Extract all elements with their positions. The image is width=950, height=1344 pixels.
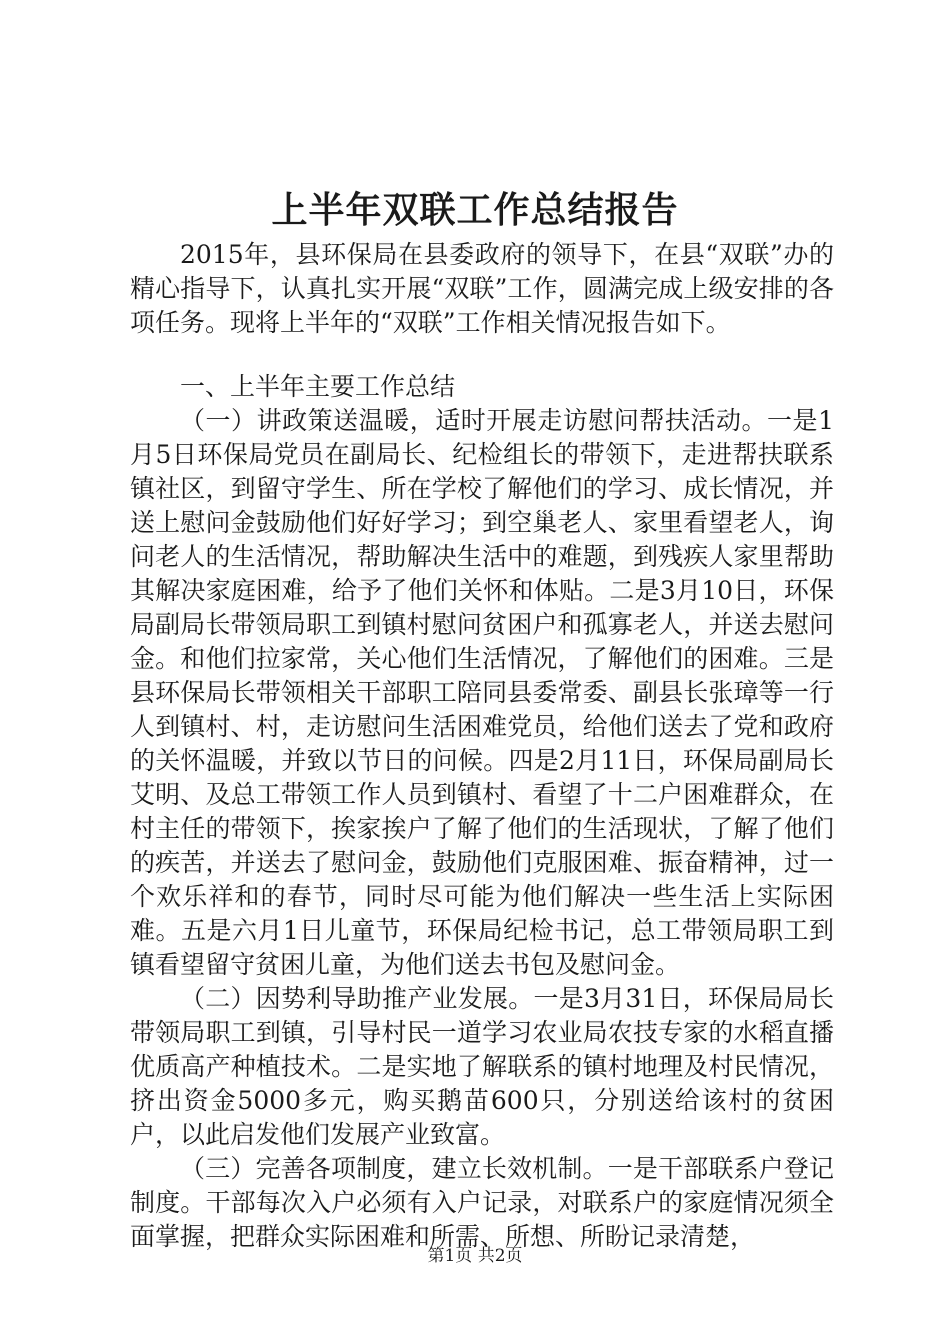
document-title: 上半年双联工作总结报告 [271, 189, 679, 231]
subsection-paragraph-1: （一）讲政策送温暖，适时开展走访慰问帮扶活动。一是1月5日环保局党员在副局长、纪检组长的带领下，走进帮扶联系镇社区，到留守学生、所在学校了解他们的学习、成长情况，并送上慰问金鼓励他们好好学习；到空巢老人、家里看望老人，询问老人的生活情况，帮助解决生活中的难题，到残疾人家里帮助其解决家庭困难，给予了他们关怀和体贴。二是3月10日，环保局副局长带领局职工到镇村慰问贫困户和孤寡老人，并送去慰问金。和他们拉家常，关心他们生活情况，了解他们的困难。三是县环保局长带领相关干部职工陪同县委常委、副县长张璋等一行人到镇村、村，走访慰问生活困难党员，给他们送去了党和政府的关怀温暖，并致以节日的问候。四是2月11日，环保局副局长艾明、及总工带领工作人员到镇村、看望了十二户困难群众，在村主任的带领下，挨家挨户了解了他们的生活现状，了解了他们的疾苦，并送去了慰问金，鼓励他们克服困难、振奋精神，过一个欢乐祥和的春节，同时尽可能为他们解决一些生活上实际困难。五是六月1日儿童节，环保局纪检书记，总工带领局职工到镇看望留守贫困儿童，为他们送去书包及慰问金。 [130, 406, 834, 979]
subsection-paragraph-3: （三）完善各项制度，建立长效机制。一是干部联系户登记制度。干部每次入户必须有入户记录，对联系户的家庭情况须全面掌握，把群众实际困难和所需、所想、所盼记录清楚， [130, 1154, 834, 1251]
page-number-footer: 第1页 共2页 [427, 1246, 523, 1266]
intro-paragraph: 2015年，县环保局在县委政府的领导下，在县“双联”办的精心指导下，认真扎实开展“双联”工作，圆满完成上级安排的各项任务。现将上半年的“双联”工作相关情况报告如下。 [130, 240, 834, 337]
document-body [130, 238, 834, 1254]
subsection-paragraph-2: （二）因势利导助推产业发展。一是3月31日，环保局局长带领局职工到镇，引导村民一道学习农业局农技专家的水稻直播优质高产种植技术。二是实地了解联系的镇村地理及村民情况，挤出资金5000多元，购买鹅苗600只，分别送给该村的贫困户，以此启发他们发展产业致富。 [130, 984, 834, 1149]
section-heading: 一、上半年主要工作总结 [180, 372, 456, 401]
